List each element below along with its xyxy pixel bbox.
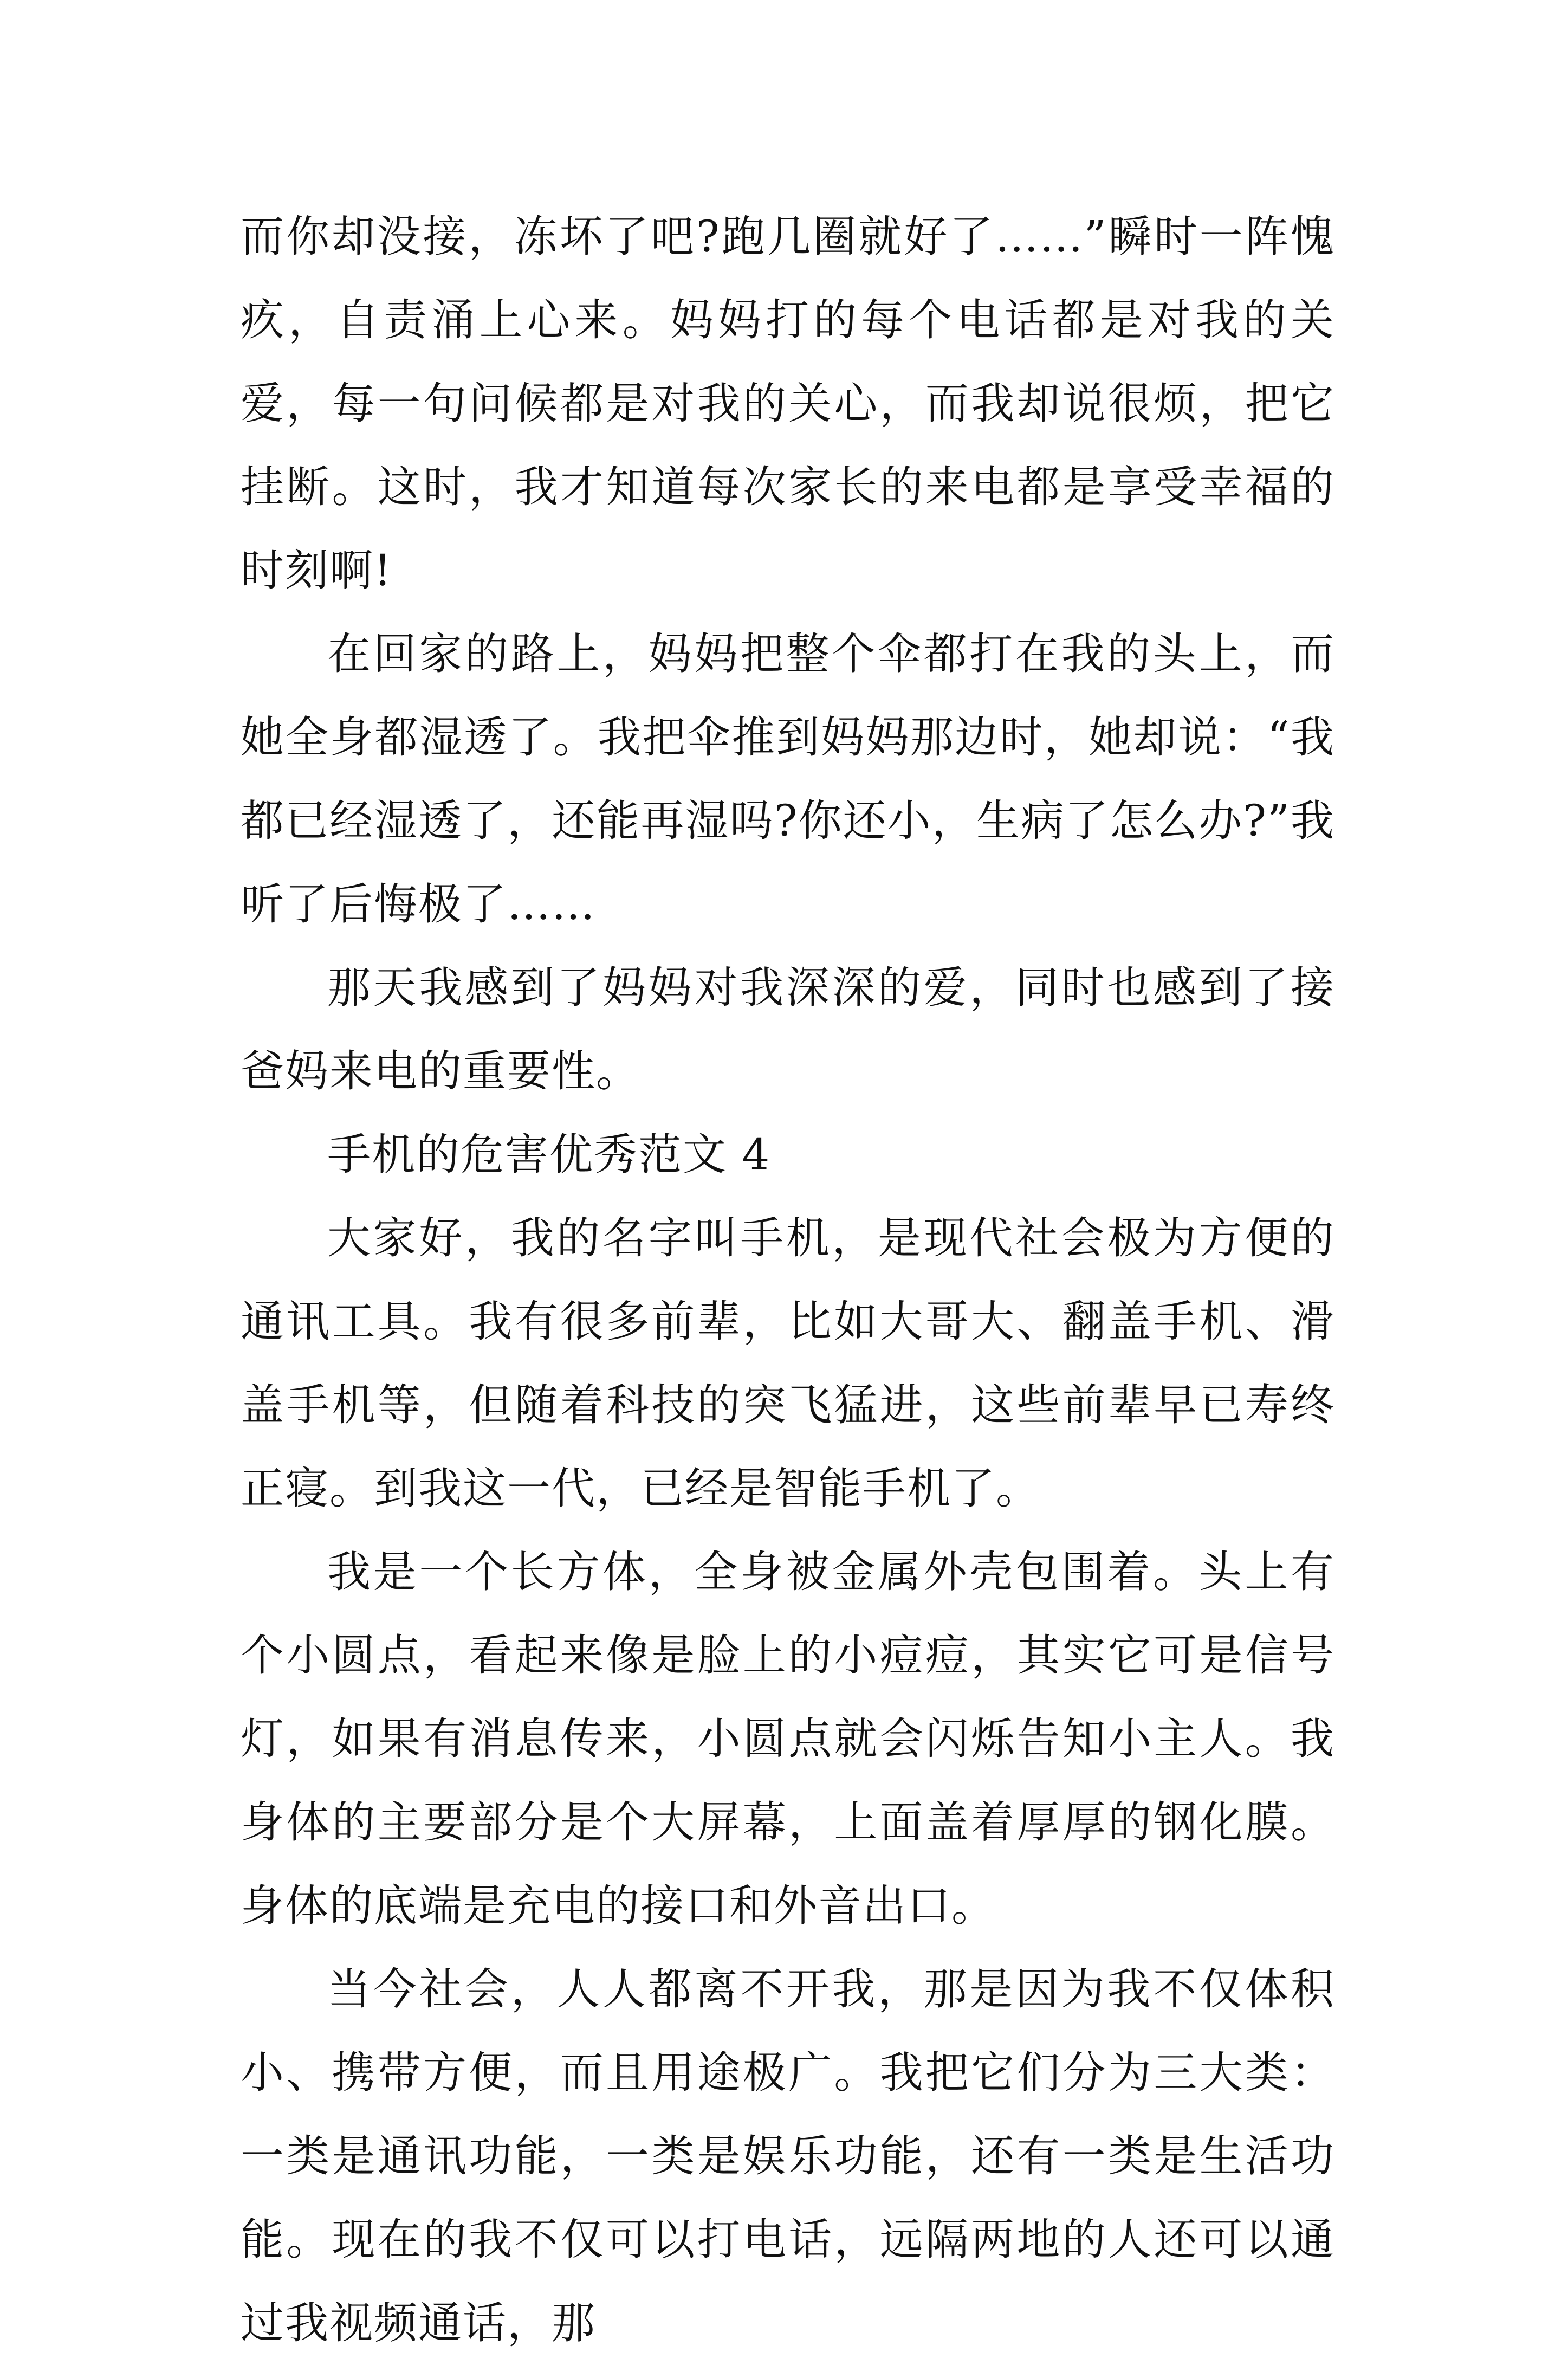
paragraph-5: 我是一个长方体，全身被金属外壳包围着。头上有个小圆点，看起来像是脸上的小痘痘，其实它可是信号灯，如果有消息传来，小圆点就会闪烁告知小主人。我身体的主要部分是个大屏幕，上面盖着厚厚的钢化膜。身体的底端是充电的接口和外音出口。 [241,1547,1335,1931]
document-body [241,195,1335,2365]
paragraph-1: 而你却没接，冻坏了吧?跑几圈就好了……”瞬时一阵愧疚，自责涌上心来。妈妈打的每个电话都是对我的关爱，每一句问候都是对我的关心，而我却说很烦，把它挂断。这时，我才知道每次家长的来电都是享受幸福的时刻啊! [241,211,1335,596]
paragraph-3: 那天我感到了妈妈对我深深的爱，同时也感到了接爸妈来电的重要性。 [241,962,1335,1096]
paragraph-2: 在回家的路上，妈妈把整个伞都打在我的头上，而她全身都湿透了。我把伞推到妈妈那边时，她却说：“我都已经湿透了，还能再湿吗?你还小，生病了怎么办?”我听了后悔极了…… [241,629,1335,929]
section-heading: 手机的危害优秀范文 4 [327,1129,771,1180]
paragraph-4: 大家好，我的名字叫手机，是现代社会极为方便的通讯工具。我有很多前辈，比如大哥大、翻盖手机、滑盖手机等，但随着科技的突飞猛进，这些前辈早已寿终正寝。到我这一代，已经是智能手机了。 [241,1213,1335,1514]
paragraph-6: 当今社会，人人都离不开我，那是因为我不仅体积小、携带方便，而且用途极广。我把它们分为三大类：一类是通讯功能，一类是娱乐功能，还有一类是生活功能。现在的我不仅可以打电话，远隔两地的人还可以通过我视频通话，那 [241,1964,1335,2348]
